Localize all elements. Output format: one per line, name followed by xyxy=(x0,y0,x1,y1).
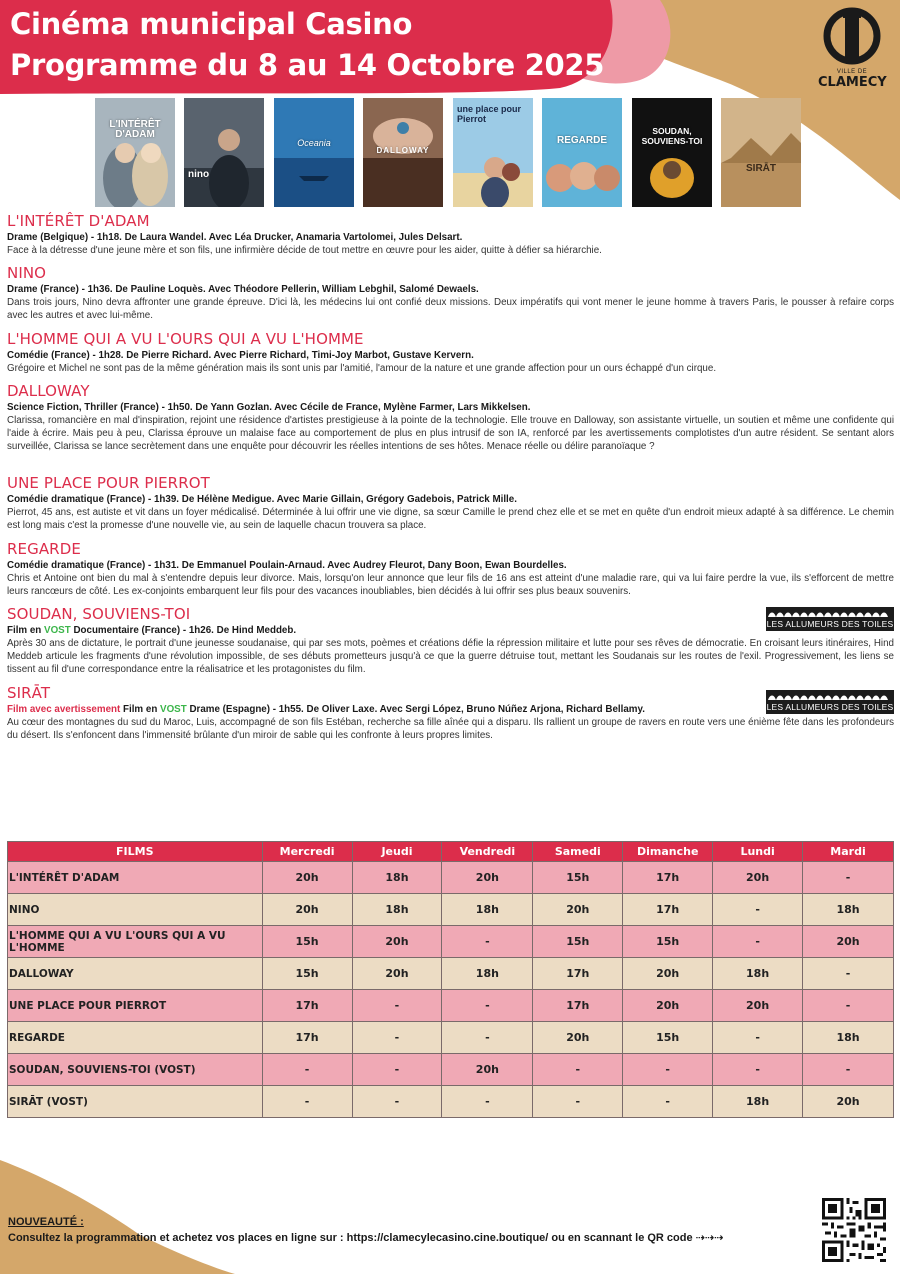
meta-details: Documentaire (France) - 1h26. De Hind Meddeb. xyxy=(70,625,297,636)
showtime-cell: 17h xyxy=(623,894,713,926)
film-synopsis: Après 30 ans de dictature, le portrait d'une jeunesse soudanaise, qui par ses mots, poèmes et créations défie la répression militaire et lutte pour ses rêves de démocratie. En croisant leurs itinéraires, Hind Meddeb articule les fragments d'une révolution impossible, de ses débuts prometteurs jusqu'à ce que la guerre détruise tout, mettant les Soudanais sur les routes de l'exil. Progressivement, les liens se tissent au fil d'une correspondance entre la réalisatrice et les protagonistes du film. xyxy=(7,638,894,675)
table-row xyxy=(8,894,894,926)
audience-heads-icon xyxy=(768,692,892,700)
showtime-cell: 15h xyxy=(533,862,623,894)
film-pierrot xyxy=(7,474,894,532)
header-vendredi: Vendredi xyxy=(442,842,533,862)
film-synopsis: Chris et Antoine ont bien du mal à s'entendre depuis leur divorce. Mais, lorsqu'on leur annonce que leur fils de 16 ans est atteint d'une maladie rare, qui va lui faire perdre la vue, ils s'efforcent de mettre leurs rancœurs de côté. Les ex-conjoints embarquent leur fils pour des vacances inoubliables, bien décidés à lui offrir ses plus beaux souvenirs. xyxy=(7,573,894,597)
poster-art xyxy=(721,98,801,207)
poster-label: nino xyxy=(188,169,210,180)
title-line-1: Cinéma municipal Casino xyxy=(10,7,413,41)
logo-emblem-icon xyxy=(821,6,883,66)
showtime-cell: - xyxy=(713,926,803,958)
clamecy-logo xyxy=(818,6,886,90)
showtime-cell: - xyxy=(352,990,442,1022)
schedule-header-row xyxy=(8,842,894,862)
poster-pierrot[interactable] xyxy=(453,98,533,207)
schedule-film-name: REGARDE xyxy=(8,1022,263,1054)
schedule-film-name: DALLOWAY xyxy=(8,958,263,990)
schedule-table xyxy=(7,841,894,1118)
showtime-cell: 20h xyxy=(352,926,442,958)
poster-label: SIRĀT xyxy=(746,163,776,174)
showtime-cell: 17h xyxy=(533,990,623,1022)
showtime-cell: 18h xyxy=(803,1022,894,1054)
allumeurs-label: LES ALLUMEURS DES TOILES xyxy=(766,619,894,629)
table-row xyxy=(8,990,894,1022)
showtime-cell: 18h xyxy=(442,958,533,990)
poster-label: REGARDE xyxy=(556,135,607,146)
poster-interet-adam[interactable] xyxy=(95,98,175,207)
showtime-cell: - xyxy=(533,1054,623,1086)
showtime-cell: - xyxy=(803,1054,894,1086)
header-lundi: Lundi xyxy=(713,842,803,862)
film-title: REGARDE xyxy=(7,540,81,558)
showtime-cell: 15h xyxy=(623,1022,713,1054)
showtime-cell: - xyxy=(803,958,894,990)
showtime-cell: 20h xyxy=(623,958,713,990)
table-row xyxy=(8,958,894,990)
showtime-cell: 17h xyxy=(533,958,623,990)
showtime-cell: 20h xyxy=(713,990,803,1022)
showtime-cell: - xyxy=(262,1086,352,1118)
vost-label: VOST xyxy=(44,625,71,636)
film-meta: Drame (Belgique) - 1h18. De Laura Wandel. Avec Léa Drucker, Anamaria Vartolomei, Jules Delsart. xyxy=(7,232,463,243)
qr-code-icon[interactable] xyxy=(822,1198,886,1262)
table-row xyxy=(8,1022,894,1054)
film-nino xyxy=(7,264,894,322)
poster-label: Oceania xyxy=(297,138,331,148)
warning-label: Film avec avertissement xyxy=(7,704,121,715)
schedule-film-name: L'INTÉRÊT D'ADAM xyxy=(8,862,263,894)
film-synopsis: Pierrot, 45 ans, est autiste et vit dans un foyer médicalisé. Déterminée à lui offrir une vie digne, sa sœur Camille le prend chez elle et se met en quête d'un endroit mieux adapté à sa différence. Le chemin est long mais c'est la promesse d'une nouvelle vie, au sein de laquelle chacun trouvera sa place. xyxy=(7,507,894,531)
film-interet-adam xyxy=(7,212,894,257)
header-mardi: Mardi xyxy=(803,842,894,862)
meta-prefix: Film en xyxy=(7,625,45,636)
poster-nino[interactable] xyxy=(184,98,264,207)
film-title: L'HOMME QUI A VU L'OURS QUI A VU L'HOMME xyxy=(7,330,364,348)
poster-art xyxy=(632,98,712,207)
showtime-cell: 18h xyxy=(352,894,442,926)
showtime-cell: - xyxy=(803,990,894,1022)
showtime-cell: - xyxy=(352,1054,442,1086)
schedule-film-name: UNE PLACE POUR PIERROT xyxy=(8,990,263,1022)
film-meta xyxy=(7,703,894,716)
showtime-cell: 17h xyxy=(262,1022,352,1054)
showtime-cell: 20h xyxy=(623,990,713,1022)
schedule-film-name: SIRĀT (VOST) xyxy=(8,1086,263,1118)
film-regarde xyxy=(7,540,894,598)
showtime-cell: - xyxy=(442,926,533,958)
poster-sirat[interactable] xyxy=(721,98,801,207)
showtime-cell: - xyxy=(442,1086,533,1118)
schedule-body xyxy=(8,862,894,1118)
film-meta: Comédie dramatique (France) - 1h31. De Emmanuel Poulain-Arnaud. Avec Audrey Fleurot, Dany Boon, Ewan Bourdelles. xyxy=(7,560,567,571)
poster-art xyxy=(95,98,175,207)
showtime-cell: 20h xyxy=(803,926,894,958)
header-jeudi: Jeudi xyxy=(352,842,442,862)
vost-label: VOST xyxy=(160,704,187,715)
film-homme-ours xyxy=(7,330,894,375)
header-dimanche: Dimanche xyxy=(623,842,713,862)
film-synopsis: Face à la détresse d'une jeune mère et son fils, une infirmière décide de tout mettre en œuvre pour les aider, quitte à défier sa hiérarchie. xyxy=(7,245,602,256)
showtime-cell: - xyxy=(442,990,533,1022)
showtime-cell: 20h xyxy=(803,1086,894,1118)
poster-soudan[interactable] xyxy=(632,98,712,207)
poster-label: DALLOWAY xyxy=(376,146,430,155)
footer xyxy=(8,1215,723,1245)
showtime-cell: - xyxy=(713,1054,803,1086)
table-row xyxy=(8,1086,894,1118)
table-row xyxy=(8,1054,894,1086)
showtime-cell: - xyxy=(713,1022,803,1054)
poster-dalloway[interactable] xyxy=(363,98,443,207)
audience-heads-icon xyxy=(768,609,892,617)
showtime-cell: 20h xyxy=(533,894,623,926)
film-synopsis: Dans trois jours, Nino devra affronter une grande épreuve. D'ici là, les médecins lui ont confié deux missions. Deux impératifs qui vont mener le jeune homme à travers Paris, le pousser à refaire corps avec les autres et avec lui-même. xyxy=(7,297,894,321)
header-films: FILMS xyxy=(8,842,263,862)
film-synopsis: Grégoire et Michel ne sont pas de la même génération mais ils sont unis par l'amitié, l'amour de la nature et une grande affection pour un ours échappé d'un cirque. xyxy=(7,363,717,374)
film-title: SOUDAN, SOUVIENS-TOI xyxy=(7,605,191,623)
schedule-film-name: SOUDAN, SOUVIENS-TOI (VOST) xyxy=(8,1054,263,1086)
showtime-cell: - xyxy=(623,1054,713,1086)
showtime-cell: 18h xyxy=(713,958,803,990)
showtime-cell: - xyxy=(533,1086,623,1118)
allumeurs-label: LES ALLUMEURS DES TOILES xyxy=(766,702,894,712)
showtime-cell: 15h xyxy=(533,926,623,958)
film-title: UNE PLACE POUR PIERROT xyxy=(7,474,210,492)
film-synopsis: Clarissa, romancière en mal d'inspiration, rejoint une résidence d'artistes prestigieuse à la pointe de la technologie. Elle trouve en Dalloway, son assistante virtuelle, un soutien et même une confidente qui l'aide à écrire. Mais peu à peu, Clarissa éprouve un malaise face au comportement de plus en plus intrusif de son IA, renforcé par les avertissements complotistes d'un autre résident. Se sentant alors surveillée, Clarissa se lance secrètement dans une enquête pour découvrir les réelles intentions de ses hôtes. Menace réelle ou délire paranoïaque ? xyxy=(7,415,894,452)
film-meta: Comédie dramatique (France) - 1h39. De Hélène Medigue. Avec Marie Gillain, Grégory Gadebois, Patrick Mille. xyxy=(7,494,517,505)
showtime-cell: 15h xyxy=(262,958,352,990)
header-mercredi: Mercredi xyxy=(262,842,352,862)
table-row xyxy=(8,862,894,894)
film-meta: Drame (France) - 1h36. De Pauline Loquès. Avec Théodore Pellerin, William Lebghil, Salomé Dewaels. xyxy=(7,284,479,295)
film-meta xyxy=(7,624,894,637)
showtime-cell: 20h xyxy=(533,1022,623,1054)
showtime-cell: 15h xyxy=(623,926,713,958)
poster-label: SOUDAN, SOUVIENS-TOI xyxy=(641,126,703,146)
showtime-cell: - xyxy=(803,862,894,894)
film-title: NINO xyxy=(7,264,47,282)
film-dalloway xyxy=(7,382,894,453)
showtime-cell: 17h xyxy=(623,862,713,894)
showtime-cell: - xyxy=(352,1086,442,1118)
showtime-cell: - xyxy=(352,1022,442,1054)
film-synopsis: Au cœur des montagnes du sud du Maroc, Luis, accompagné de son fils Estéban, recherche sa fille aînée qui a disparu. Ils rallient un groupe de ravers en route vers une énième fête dans les profondeurs du désert. Ils s'enfoncent dans l'immensité brûlante d'un miroir de sable qui les confronte à leurs propres limites. xyxy=(7,717,894,741)
allumeurs-badge xyxy=(766,607,894,631)
nouveaute-label: NOUVEAUTÉ : xyxy=(8,1216,84,1228)
showtime-cell: 18h xyxy=(713,1086,803,1118)
film-title: L'INTÉRÊT D'ADAM xyxy=(7,212,150,230)
showtime-cell: 20h xyxy=(442,862,533,894)
showtime-cell: 18h xyxy=(352,862,442,894)
poster-oceania[interactable] xyxy=(274,98,354,207)
poster-art xyxy=(542,98,622,207)
film-sirat xyxy=(7,684,894,742)
poster-regarde[interactable] xyxy=(542,98,622,207)
film-soudan xyxy=(7,605,894,676)
film-title: SIRĀT xyxy=(7,684,51,702)
table-row xyxy=(8,926,894,958)
poster-art xyxy=(184,98,264,207)
showtime-cell: - xyxy=(713,894,803,926)
showtime-cell: 18h xyxy=(442,894,533,926)
header-samedi: Samedi xyxy=(533,842,623,862)
poster-label: L'INTÉRÊT D'ADAM xyxy=(109,119,161,140)
film-title: DALLOWAY xyxy=(7,382,90,400)
logo-town-text: CLAMECY xyxy=(818,75,887,90)
page-title xyxy=(10,4,604,86)
showtime-cell: 18h xyxy=(803,894,894,926)
showtime-cell: 20h xyxy=(352,958,442,990)
footer-text: Consultez la programmation et achetez vos places en ligne sur : https://clamecylecasino.cine.boutique/ ou en scannant le QR code ⇢⇢⇢ xyxy=(8,1232,724,1244)
allumeurs-badge xyxy=(766,690,894,714)
meta-prefix: Film en xyxy=(120,704,161,715)
poster-art xyxy=(274,98,354,207)
showtime-cell: 20h xyxy=(442,1054,533,1086)
film-meta: Comédie (France) - 1h28. De Pierre Richard. Avec Pierre Richard, Timi-Joy Marbot, Gustave Kervern. xyxy=(7,350,474,361)
title-line-2: Programme du 8 au 14 Octobre 2025 xyxy=(10,48,605,82)
showtime-cell: 20h xyxy=(262,894,352,926)
showtime-cell: 15h xyxy=(262,926,352,958)
showtime-cell: 17h xyxy=(262,990,352,1022)
showtime-cell: 20h xyxy=(262,862,352,894)
showtime-cell: 20h xyxy=(713,862,803,894)
showtime-cell: - xyxy=(442,1022,533,1054)
schedule-film-name: L'HOMME QUI A VU L'OURS QUI A VU L'HOMME xyxy=(8,926,263,958)
film-meta: Science Fiction, Thriller (France) - 1h50. De Yann Gozlan. Avec Cécile de France, Mylène Farmer, Lars Mikkelsen. xyxy=(7,402,531,413)
showtime-cell: - xyxy=(623,1086,713,1118)
schedule-film-name: NINO xyxy=(8,894,263,926)
meta-details: Drame (Espagne) - 1h55. De Oliver Laxe. Avec Sergi López, Bruno Núñez Arjona, Richard Bellamy. xyxy=(186,704,645,715)
logo-ville-text: VILLE DE xyxy=(836,69,868,75)
showtime-cell: - xyxy=(262,1054,352,1086)
poster-label: une place pour Pierrot xyxy=(457,104,522,124)
